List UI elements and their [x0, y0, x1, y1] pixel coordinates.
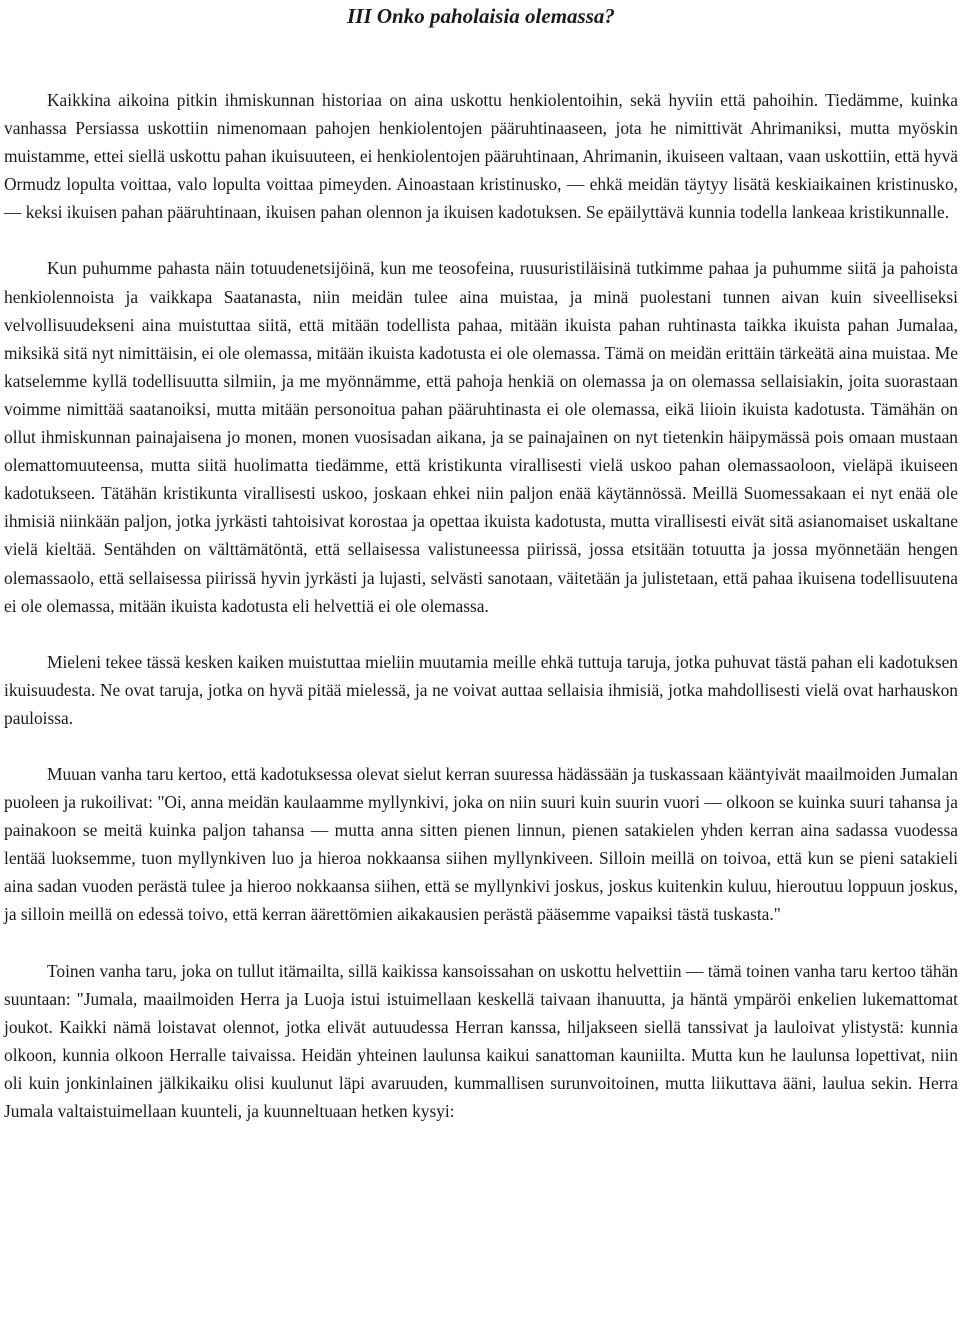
paragraph: Kaikkina aikoina pitkin ihmiskunnan historiaa on aina uskottu henkiolentoihin, sekä hyviin että pahoihin. Tiedämme, kuinka vanhassa Persiassa uskottiin nimenomaan pahojen henkiolentojen pääruhtinaaseen, jota he nimittivät Ahrimaniksi, mutta myöskin muistamme, ettei siellä uskottu pahan ikuisuuteen, ei henkiolentojen pääruhtinaan, Ahrimanin, ikuiseen valtaan, vaan uskottiin, että hyvä Ormudz lopulta voittaa, valo lopulta voittaa pimeyden. Ainoastaan kristinusko, — ehkä meidän täytyy lisätä keskiaikainen kristinusko, — keksi ikuisen pahan pääruhtinaan, ikuisen pahan olennon ja ikuisen kadotuksen. Se epäilyttävä kunnia todella lankeaa kristikunnalle. — [4, 90, 958, 223]
chapter-title: III Onko paholaisia olemassa? — [347, 4, 615, 28]
paragraph: Kun puhumme pahasta näin totuudenetsijöinä, kun me teosofeina, ruusuristiläisinä tutkimme pahaa ja puhumme siitä ja pahoista henkiolennoista ja vaikkapa Saatanasta, niin meidän tulee aina muistaa, ja minä puolestani tunnen aivan kuin siveelliseksi velvollisuudekseni aina muistuttaa siitä, että mitään todellista pahaa, mitään ikuista pahan ruhtinasta taikka ikuista pahan Jumalaa, miksikä sitä nyt nimittäisin, ei ole olemassa, mitään ikuista kadotusta ei ole olemassa. Tämä on meidän erittäin tärkeätä aina muistaa. Me katselemme kyllä todellisuutta silmiin, ja me myönnämme, että pahoja henkiä on olemassa ja on olemassa sellaisiakin, joita suorastaan voimme nimittää saatanoiksi, mutta mitään personoitua pahan pääruhtinasta ei ole olemassa, eikä liioin ikuista kadotusta. Tämähän on ollut ihmiskunnan painajaisena jo monen, monen vuosisadan aikana, ja se painajainen on nyt tietenkin häipymässä pois omaan mustaan olemattomuuteensa, mutta siitä huolimatta tiedämme, että kristikunta virallisesti vielä uskoo pahan olemassaoloon, vieläpä ikuiseen kadotukseen. Tätähän kristikunta virallisesti uskoo, joskaan ehkei niin paljon enää käytännössä. Meillä Suomessakaan ei nyt enää ole ihmisiä niinkään paljon, jotka jyrkästi tahtoisivat korostaa ja opettaa ikuista kadotusta, mutta virallisesti eivät sitä asianomaiset uskaltane vielä kieltää. Sentähden on välttämätöntä, että sellaisessa valistuneessa piirissä, jossa etsitään totuutta ja jossa myönnetään hengen olemassaolo, että sellaisessa piirissä hyvin jyrkästi ja lujasti, selvästi sanotaan, väitetään ja julistetaan, että pahaa ikuisena todellisuutena ei ole olemassa, mitään ikuista kadotusta eli helvettiä ei ole olemassa. — [4, 258, 958, 616]
paragraph: Mieleni tekee tässä kesken kaiken muistuttaa mieliin muutamia meille ehkä tuttuja taruja, jotka puhuvat tästä pahan eli kadotuksen ikuisuudesta. Ne ovat taruja, jotka on hyvä pitää mielessä, ja ne voivat auttaa sellaisia ihmisiä, jotka mahdollisesti vielä ovat harhauskon pauloissa. — [4, 651, 958, 728]
document-page — [4, 0, 958, 1125]
paragraph: Muuan vanha taru kertoo, että kadotuksessa olevat sielut kerran suuressa hädässään ja tuskassaan kääntyivät maailmoiden Jumalan puoleen ja rukoilivat: "Oi, anna meidän kaulaamme myllynkivi, joka on niin suuri kuin suurin vuori — olkoon se kuinka suuri tahansa ja painakoon se meitä kuinka paljon tahansa — mutta anna sitten pienen linnun, pienen satakielen yhden kerran aina sadassa vuodessa lentää luoksemme, tuon myllynkiven luo ja hieroa nokkaansa siihen myllynkiveen. Silloin meillä on toivoa, että kun se pieni satakieli aina sadan vuoden perästä tulee ja hieroo nokkaansa siihen, että se myllynkivi joskus, joskus kuitenkin kuluu, hieroutuu loppuun joskus, ja silloin meillä on edessä toivo, että kerran äärettömien aikakausien perästä pääsemme vapaiksi tästä tuskasta." — [4, 763, 958, 925]
paragraph: Toinen vanha taru, joka on tullut itämailta, sillä kaikissa kansoissahan on uskottu helvettiin — tämä toinen vanha taru kertoo tähän suuntaan: "Jumala, maailmoiden Herra ja Luoja istui istuimellaan keskellä taivaan ihanuutta, ja häntä ympäröi enkelien lukemattomat joukot. Kaikki nämä loistavat olennot, jotka elivät autuudessa Herran kanssa, hiljakseen siellä tanssivat ja lauloivat ylistystä: kunnia olkoon, kunnia olkoon Herralle taivaissa. Heidän yhteinen laulunsa kaikui sanattoman kauniilta. Mutta kun he laulunsa lopettivat, niin oli kuin jonkinlainen jälkikaiku olisi kuulunut läpi avaruuden, kummallisen surunvoitoinen, mutta liikuttava ääni, laulua sekin. Herra Jumala valtaistuimellaan kuunteli, ja kuunneltuaan hetken kysyi: — [4, 960, 958, 1121]
